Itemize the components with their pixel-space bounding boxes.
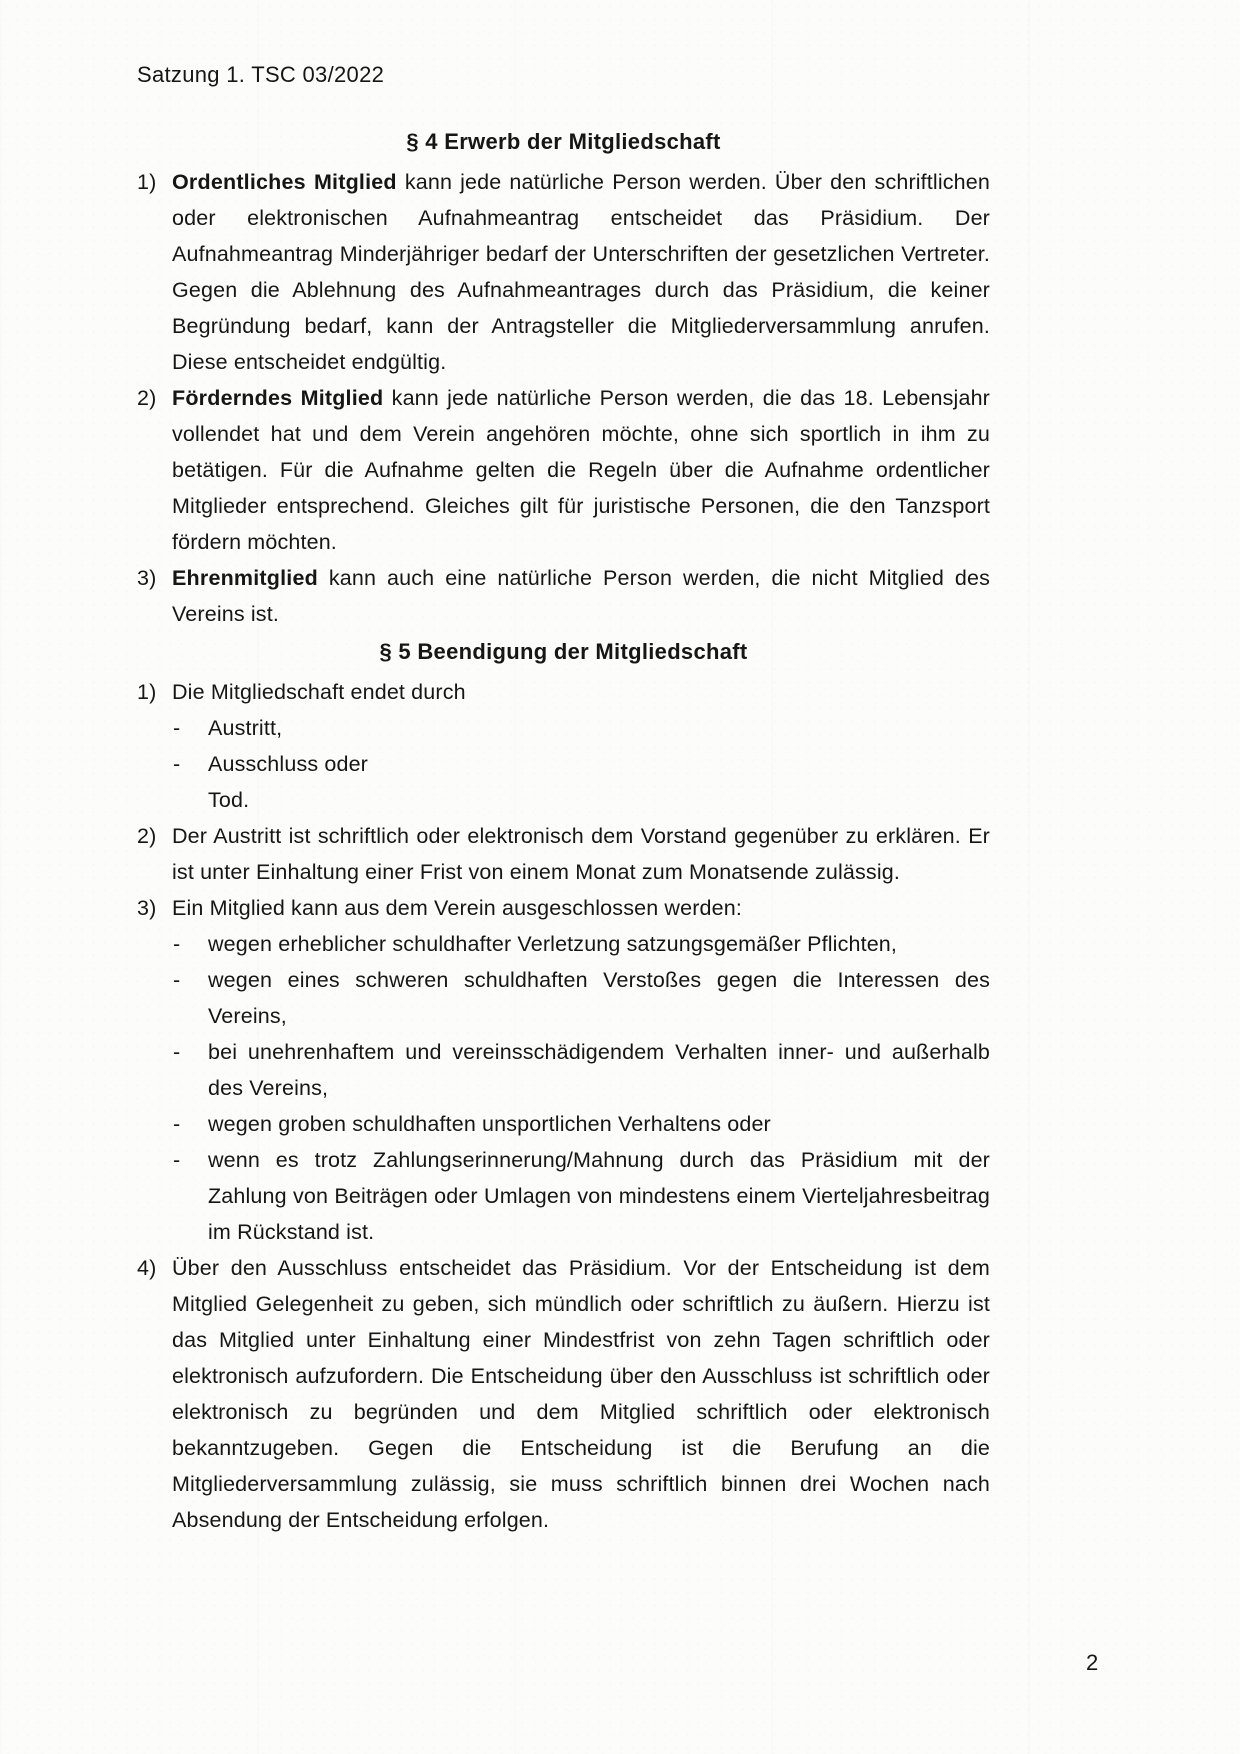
item-lead-bold: Ordentliches Mitglied (172, 170, 397, 194)
item-paragraph: Über den Ausschluss entscheidet das Präsidium. Vor der Entscheidung ist dem Mitglied Gelegenheit zu geben, sich mündlich oder schriftlich zu äußern. Hierzu ist das Mitglied unter Einhaltung einer Mindestfrist von zehn Tagen schriftlich oder elektronisch aufzufordern. Die Entscheidung über den Ausschluss ist schriftlich oder elektronisch zu begründen und dem Mitglied schriftlich oder elektronisch bekanntzugeben. Gegen die Entscheidung ist die Berufung an die Mitgliederversammlung zulässig, sie muss schriftlich binnen drei Wochen nach Absendung der Entscheidung erfolgen. (172, 1256, 990, 1532)
item-paragraph: Der Austritt ist schriftlich oder elektronisch dem Vorstand gegenüber zu erklären. Er ist unter Einhaltung einer Frist von einem Monat zum Monatsende zulässig. (172, 824, 990, 884)
numbered-item-5-3 (137, 890, 990, 926)
item-paragraph (172, 164, 990, 380)
item-number: 2) (137, 824, 157, 848)
item-text: kann jede natürliche Person werden, die das 18. Lebensjahr vollendet hat und dem Verein angehören möchte, ohne sich sportlich in ihm zu betätigen. Für die Aufnahme gelten die Regeln über die Aufnahme ordentlicher Mitglieder entsprechend. Gleiches gilt für juristische Personen, die den Tanzsport fördern möchten. (172, 386, 990, 554)
numbered-item-4-3 (137, 560, 990, 632)
dash-marker: - (173, 1040, 181, 1064)
document-body (137, 124, 990, 1538)
numbered-item-4-1 (137, 164, 990, 380)
dash-text: wegen eines schweren schuldhaften Verstoßes gegen die Interessen des Vereins, (208, 968, 990, 1028)
dash-marker: - (173, 932, 181, 956)
dash-text: Austritt, (208, 716, 283, 740)
dash-item-5-1b (173, 746, 990, 782)
item-paragraph (172, 380, 990, 560)
dash-text: wegen erheblicher schuldhafter Verletzung satzungsgemäßer Pflichten, (208, 932, 898, 956)
numbered-item-4-2 (137, 380, 990, 560)
numbered-item-5-1 (137, 674, 990, 710)
dash-text: Tod. (208, 788, 250, 812)
dash-text: Ausschluss oder (208, 752, 368, 776)
dash-text: bei unehrenhaftem und vereinsschädigendem Verhalten inner- und außerhalb des Vereins, (208, 1040, 990, 1100)
page-number: 2 (1086, 1650, 1099, 1675)
dash-text: wegen groben schuldhaften unsportlichen Verhaltens oder (208, 1112, 771, 1136)
dash-marker: - (173, 968, 181, 992)
item-paragraph (172, 560, 990, 632)
item-lead-bold: Ehrenmitglied (172, 566, 318, 590)
item-text: kann auch eine natürliche Person werden, die nicht Mitglied des Vereins ist. (172, 566, 990, 626)
dash-marker: - (173, 1112, 181, 1136)
dash-item-5-1a (173, 710, 990, 746)
dash-item-5-3a (173, 926, 990, 962)
dash-item-5-3c (173, 1034, 990, 1106)
item-number: 4) (137, 1256, 157, 1280)
item-paragraph: Ein Mitglied kann aus dem Verein ausgeschlossen werden: (172, 896, 742, 920)
dash-marker: - (173, 716, 181, 740)
item-number: 1) (137, 680, 157, 704)
dash-marker: - (173, 1148, 181, 1172)
item-text: kann jede natürliche Person werden. Über den schriftlichen oder elektronischen Aufnahmeantrag entscheidet das Präsidium. Der Aufnahmeantrag Minderjähriger bedarf der Unterschriften der gesetzlichen Vertreter. Gegen die Ablehnung des Aufnahmeantrages durch das Präsidium, die keiner Begründung bedarf, kann der Antragsteller die Mitgliederversammlung anrufen. Diese entscheidet endgültig. (172, 170, 991, 374)
dash-item-5-1c (173, 782, 990, 818)
item-lead-bold: Förderndes Mitglied (172, 386, 384, 410)
item-number: 3) (137, 896, 157, 920)
section-5-heading: § 5 Beendigung der Mitgliedschaft (379, 639, 748, 664)
dash-item-5-3e (173, 1142, 990, 1250)
numbered-item-5-2 (137, 818, 990, 890)
item-paragraph: Die Mitgliedschaft endet durch (172, 680, 466, 704)
dash-text: wenn es trotz Zahlungserinnerung/Mahnung durch das Präsidium mit der Zahlung von Beiträgen oder Umlagen von mindestens einem Vierteljahresbeitrag im Rückstand ist. (208, 1148, 990, 1244)
document-header: Satzung 1. TSC 03/2022 (137, 62, 385, 87)
numbered-item-5-4 (137, 1250, 990, 1538)
dash-item-5-3b (173, 962, 990, 1034)
item-number: 1) (137, 170, 157, 194)
dash-marker: - (173, 752, 181, 776)
section-4-heading: § 4 Erwerb der Mitgliedschaft (406, 129, 721, 154)
item-number: 3) (137, 566, 157, 590)
item-number: 2) (137, 386, 157, 410)
dash-item-5-3d (173, 1106, 990, 1142)
